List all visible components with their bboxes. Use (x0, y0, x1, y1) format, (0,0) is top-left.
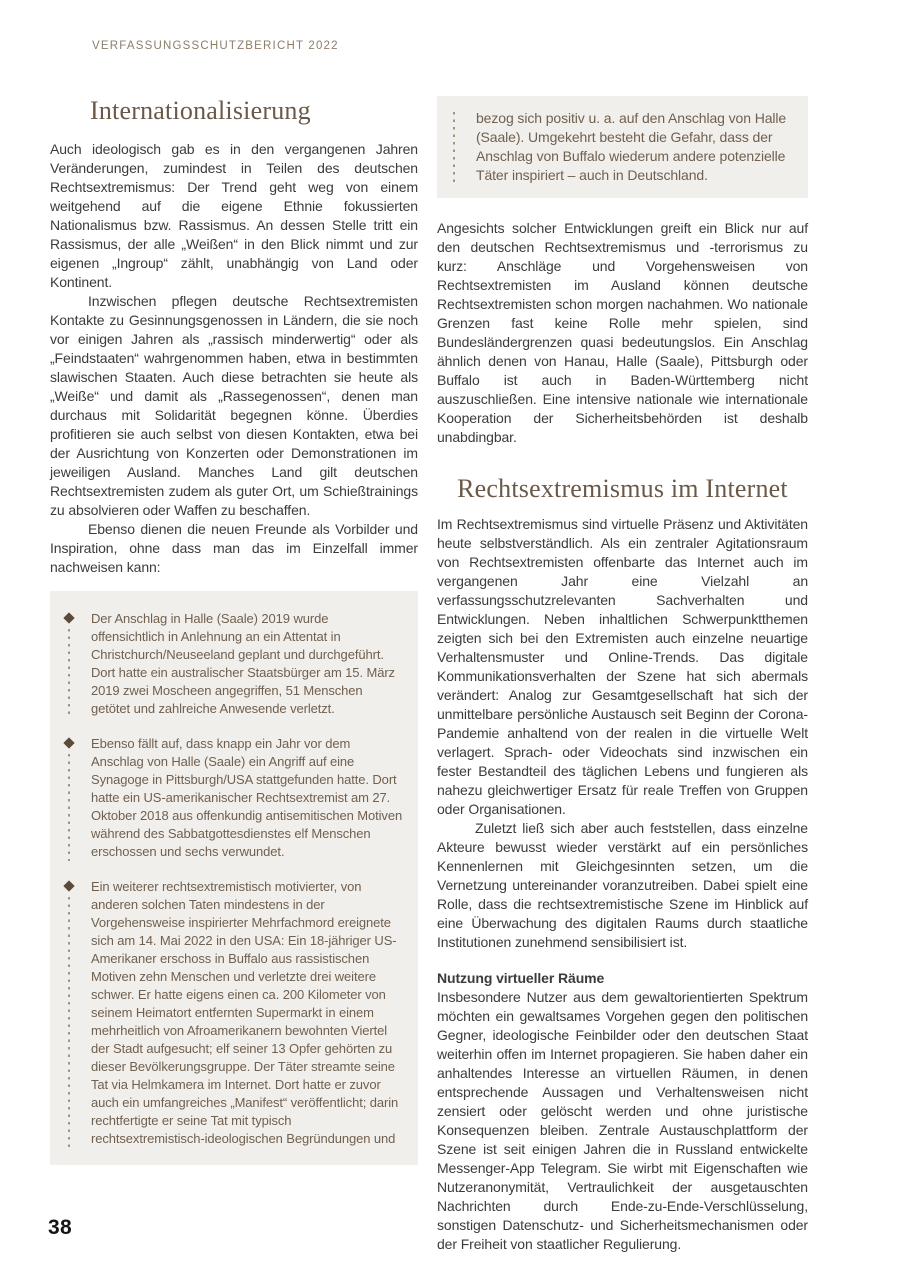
quote-text: bezog sich positiv u. a. auf den Anschlag von Halle (Saale). Umgekehrt besteht die Gefahr, dass der Anschlag von Buffalo wiederum andere potenzielle Täter inspiriert – auch in Deutschland. (476, 110, 787, 183)
subheading-nutzung-virtueller-raeume: Nutzung virtueller Räume (437, 970, 605, 986)
section-heading-internationalisierung: Internationalisierung (90, 96, 311, 125)
dotted-leader-line (68, 754, 70, 861)
diamond-bullet-icon (63, 612, 74, 623)
bullet-marker (63, 878, 91, 1148)
list-item (63, 610, 404, 718)
list-item (63, 878, 404, 1148)
bullet-marker (63, 735, 91, 861)
paragraph: Im Rechtsextremismus sind virtuelle Präsenz und Aktivitäten heute selbstverständlich. Als ein zentraler Agitationsraum von Rechtsextremisten offenbarte das Internet auch im vergangenen Jahr eine Vielzahl an verfassungsschutzrelevanten Sachverhalten und Entwicklungen. Neben inhaltlichen Schwerpunktthemen zeigten sich bei den Extremisten auch einzelne neuartige Verhaltensmuster und Online-Trends. Das digitale Kommunikationsverhalten der Szene hat sich abermals verändert: Analog zur Gesamtgesellschaft hat sich der unmittelbare persönliche Austausch seit Beginn der Corona-Pandemie anhaltend von der realen in die virtuelle Welt verlagert. Sprach- oder Videochats sind inzwischen ein fester Bestandteil des täglichen Lebens und fungieren als nahezu gleichwertiger Ersatz für reale Treffen von Gruppen oder Organisationen. (437, 516, 808, 817)
bullet-text: Der Anschlag in Halle (Saale) 2019 wurde offensichtlich in Anlehnung an ein Attentat in Christchurch/Neuseeland geplant und durchgeführt. Dort hatte ein australischer Staatsbürger am 15. März 2019 zwei Moscheen angegriffen, 51 Menschen getötet und zahlreiche Anwesende verletzt. (91, 611, 395, 716)
page-number: 38 (48, 1216, 72, 1239)
right-column (437, 96, 808, 1254)
dotted-leader-line (68, 629, 70, 718)
diamond-bullet-icon (63, 737, 74, 748)
continuation-quote-box (437, 96, 808, 198)
bullet-marker (452, 109, 476, 185)
paragraph: Ebenso dienen die neuen Freunde als Vorbilder und Inspiration, ohne dass man das im Einzelfall immer nachweisen kann: (50, 521, 418, 575)
diamond-bullet-icon (63, 880, 74, 891)
paragraph: Auch ideologisch gab es in den vergangenen Jahren Veränderungen, zumindest in Teilen des deutschen Rechtsextremismus: Der Trend geht weg von einem weitgehend auf die eigene Ethnie fokussierten Nationalismus bzw. Rassismus. An dessen Stelle tritt ein Rassismus, der alle „Weißen“ in den Blick nimmt und zur eigenen „Ingroup“ zählt, unabhängig von Land oder Kontinent. (50, 141, 418, 290)
bullet-text: Ebenso fällt auf, dass knapp ein Jahr vor dem Anschlag von Halle (Saale) ein Angriff auf eine Synagoge in Pittsburgh/USA stattgefunden hatte. Dort hatte ein US-amerikanischer Rechtsextremist am 27. Oktober 2018 aus offenkundig antisemitischen Motiven während des Sabbatgottesdienstes elf Menschen erschossen und sechs verwundet. (91, 736, 403, 859)
dotted-leader-line (453, 112, 455, 183)
section-heading-internet: Rechtsextremismus im Internet (457, 474, 788, 503)
paragraph: Inzwischen pflegen deutsche Rechtsextremisten Kontakte zu Gesinnungsgenossen in Ländern, die sie noch vor einigen Jahren als „rassisch minderwertig“ oder als „Feindstaaten“ wahrgenommen haben, etwa in bestimmten slawischen Staaten. Auch diese betrachten sie heute als „Weiße“ und damit als „Rassegenossen“, denen man durchaus mit Solidarität begegnen könne. Überdies profitieren sie auch selbst von diesen Kontakten, etwa bei der Ausrichtung von Konzerten oder Demonstrationen im jeweiligen Ausland. Manches Land gilt deutschen Rechtsextremisten zudem als guter Ort, um Schießtrainings zu absolvieren oder Waffen zu beschaffen. (50, 293, 418, 518)
paragraph: Zuletzt ließ sich aber auch feststellen, dass einzelne Akteure bewusst wieder verstärkt auf ein persönliches Kennenlernen mit Gleichgesinnten setzen, um die Vernetzung untereinander voranzutreiben. Dabei spielt eine Rolle, dass die rechtsextremistische Szene im Hinblick auf eine Überwachung des digitalen Raums durch staatliche Institutionen zunehmend sensibilisiert ist. (437, 820, 808, 950)
bullet-text: Ein weiterer rechtsextremistisch motivierter, von anderen solchen Taten mindestens in der Vorgehensweise inspirierter Mehrfachmord ereignete sich am 14. Mai 2022 in den USA: Ein 18-jähriger US-Amerikaner erschoss in Buffalo aus rassistischen Motiven zehn Menschen und verletzte drei weitere schwer. Er hatte eigens einen ca. 200 Kilometer von seinem Heimatort entfernten Supermarkt in einem mehrheitlich von Afroamerikanern bewohnten Viertel der Stadt aufgesucht; elf seiner 13 Opfer gehörten zu dieser Bevölkerungsgruppe. Der Täter streamte seine Tat via Helmkamera im Internet. Dort hatte er zuvor auch ein umfangreiches „Manifest“ veröffentlicht; darin rechtfertigte er seine Tat mit typisch rechtsextremistisch-ideologischen Begründungen und (91, 879, 399, 1146)
paragraph: Insbesondere Nutzer aus dem gewaltorientierten Spektrum möchten ein gewaltsames Vorgehen gegen den politischen Gegner, ideologische Feinbilder oder den deutschen Staat weiterhin offen im Internet propagieren. Sie haben daher ein anhaltendes Interesse an virtuellen Räumen, in denen entsprechende Aussagen und Verhaltensweisen nicht zensiert oder gelöscht werden und ohne juristische Konsequenzen bleiben. Zentrale Austauschplattform der Szene ist seit einigen Jahren die in Russland entwickelte Messenger-App Telegram. Sie wirbt mit Eigenschaften wie Nutzeranonymität, Vertraulichkeit der ausgetauschten Nachrichten durch Ende-zu-Ende-Verschlüsselung, sonstigen Datenschutz- und Sicherheitsmechanismen oder der Freiheit von staatlicher Regulierung. (437, 989, 808, 1252)
bullet-box (50, 591, 418, 1165)
left-column (50, 96, 418, 1165)
list-item (63, 735, 404, 861)
paragraph: Angesichts solcher Entwicklungen greift ein Blick nur auf den deutschen Rechtsextremismus und -terrorismus zu kurz: Anschläge und Vorgehensweisen von Rechtsextremisten im Ausland können deutsche Rechtsextremisten schon morgen nachahmen. Wo nationale Grenzen fast keine Rolle mehr spielen, sind Bundesländergrenzen quasi bedeutungslos. Ein Anschlag ähnlich denen von Hanau, Halle (Saale), Pittsburgh oder Buffalo ist auch in Baden-Württemberg nicht auszuschließen. Eine intensive nationale wie internationale Kooperation der Sicherheitsbehörden ist deshalb unabdingbar. (437, 220, 808, 445)
running-header: VERFASSUNGSSCHUTZBERICHT 2022 (92, 40, 339, 52)
bullet-marker (63, 610, 91, 718)
dotted-leader-line (68, 897, 70, 1148)
